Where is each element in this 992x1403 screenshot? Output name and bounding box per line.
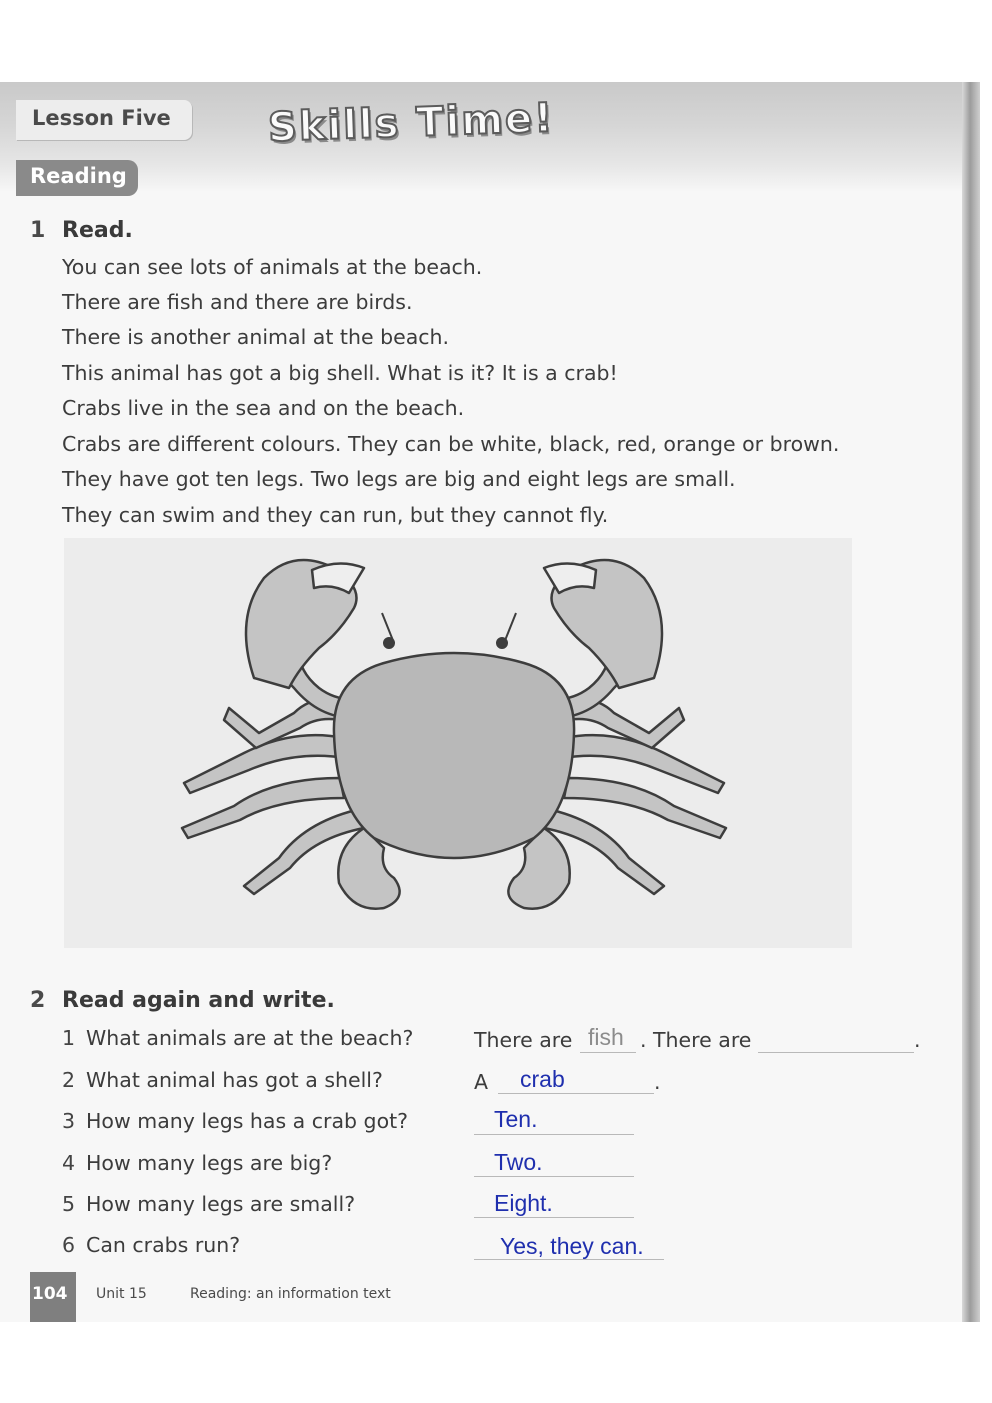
exercise-1-instruction: Read.: [62, 218, 133, 243]
question-text: How many legs has a crab got?: [86, 1109, 409, 1133]
question-number: 3: [62, 1109, 76, 1133]
exercise-2-instruction: Read again and write.: [62, 988, 335, 1013]
reading-line: They can swim and they can run, but they cannot fly.: [62, 503, 609, 527]
reading-line: This animal has got a big shell. What is it? It is a crab!: [62, 361, 618, 385]
answer-1-example: fish: [588, 1024, 624, 1050]
exercise-1-number: 1: [30, 218, 46, 243]
question-number: 4: [62, 1151, 76, 1175]
page-number: 104: [32, 1284, 68, 1304]
footer-description: Reading: an information text: [190, 1286, 391, 1302]
lesson-label: Lesson Five: [32, 106, 171, 130]
question-text: What animal has got a shell?: [86, 1068, 383, 1092]
answer-4-blank[interactable]: [474, 1176, 634, 1177]
answer-5-blank[interactable]: [474, 1217, 634, 1218]
question-text: Can crabs run?: [86, 1233, 241, 1257]
reading-line: There are fish and there are birds.: [62, 290, 413, 314]
answer-5-handwritten: Eight.: [494, 1190, 553, 1216]
answer-3-handwritten: Ten.: [494, 1106, 538, 1132]
answer-1-blank[interactable]: [758, 1052, 914, 1053]
answer-3-blank[interactable]: [474, 1134, 634, 1135]
answer-1-end: .: [914, 1028, 921, 1052]
reading-line: You can see lots of animals at the beach.: [62, 255, 483, 279]
reading-line: Crabs are different colours. They can be white, black, red, orange or brown.: [62, 432, 840, 456]
answer-2-handwritten: crab: [520, 1066, 565, 1092]
crab-icon: [64, 538, 852, 948]
crab-illustration-panel: [64, 538, 852, 948]
lesson-tab: [16, 100, 192, 140]
answer-2-blank[interactable]: [498, 1093, 654, 1094]
reading-line: Crabs live in the sea and on the beach.: [62, 396, 465, 420]
question-number: 6: [62, 1233, 76, 1257]
footer-unit: Unit 15: [96, 1286, 147, 1302]
answer-1-example-line: [580, 1052, 636, 1053]
section-tab: [16, 160, 138, 196]
page-title: Skills Time!: [267, 95, 556, 151]
answer-1-middle: . There are: [640, 1028, 752, 1052]
reading-line: They have got ten legs. Two legs are big and eight legs are small.: [62, 467, 736, 491]
question-text: How many legs are big?: [86, 1151, 333, 1175]
question-number: 5: [62, 1192, 76, 1216]
question-number: 2: [62, 1068, 76, 1092]
answer-4-handwritten: Two.: [494, 1149, 543, 1175]
page-number-box: [30, 1272, 76, 1322]
question-text: How many legs are small?: [86, 1192, 356, 1216]
question-number: 1: [62, 1026, 76, 1050]
question-text: What animals are at the beach?: [86, 1026, 414, 1050]
section-label: Reading: [30, 164, 127, 188]
exercise-2-number: 2: [30, 988, 46, 1013]
answer-6-handwritten: Yes, they can.: [500, 1233, 644, 1259]
book-spine-shadow: [962, 82, 980, 1322]
answer-2-end: .: [654, 1070, 661, 1094]
reading-line: There is another animal at the beach.: [62, 325, 450, 349]
answer-2-prefix: A: [474, 1070, 489, 1094]
answer-1-prefix: There are: [474, 1028, 573, 1052]
